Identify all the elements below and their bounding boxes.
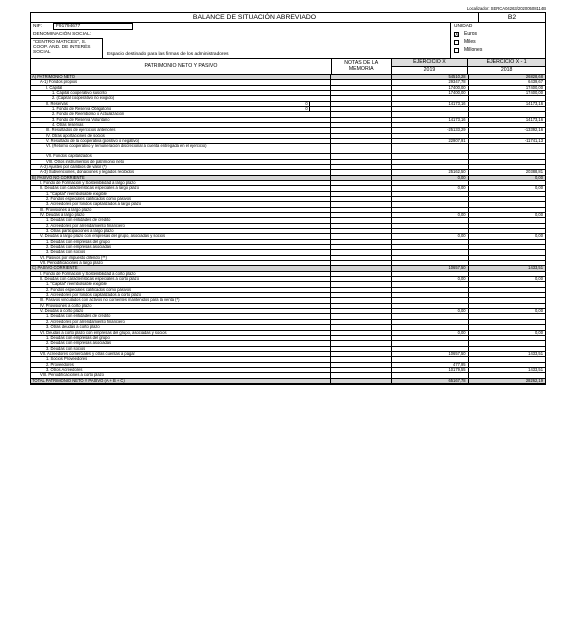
row-notes-cell — [330, 277, 393, 281]
row-label: 1. "Capital" reembolsable exigible — [46, 281, 107, 287]
row-value-year-x — [392, 256, 468, 260]
row-value-year-x1 — [469, 325, 545, 329]
row-label: VIII. Otros instrumentos de patrimonio neto — [46, 158, 125, 164]
miles-label: Miles — [464, 39, 476, 45]
row-value-year-x: 29347,78 — [392, 80, 468, 84]
row-label: III. Provisiones a largo plazo — [40, 206, 92, 212]
row-value-year-x — [392, 197, 468, 201]
row-label-cell — [31, 325, 330, 329]
row-value-year-x1 — [469, 256, 545, 260]
row-value-year-x: 65167,78 — [392, 379, 468, 383]
row-value-year-x — [392, 250, 468, 254]
row-value-year-x: 10179,55 — [392, 368, 468, 372]
unidad-label: UNIDAD — [454, 24, 473, 29]
row-label-cell — [31, 154, 330, 158]
row-notes-cell — [330, 123, 393, 127]
row-value-year-x1: -11741,13 — [524, 138, 543, 144]
row-notes-cell — [330, 118, 393, 122]
row-label: 3. Otras deudas a corto plazo — [46, 324, 100, 330]
row-label: VII. Periodificaciones a largo plazo — [40, 260, 103, 266]
row-value-year-x: 10657,50 — [392, 266, 468, 270]
row-notes-cell — [330, 213, 393, 217]
row-value-year-x1: 1433,51 — [528, 350, 543, 356]
row-value-year-x1 — [469, 293, 545, 297]
row-value-year-x — [392, 373, 468, 377]
row-value-year-x: 14173,16 — [392, 102, 468, 106]
row-label: 2. (Capital cooperativo no exigido) — [52, 95, 115, 101]
row-label: 1. Deudas con entidades de crédito — [46, 217, 111, 223]
row-value-year-x1 — [469, 373, 545, 377]
row-label: I. Fondo de Formación y Sostenibilidad a corto plazo — [40, 270, 136, 276]
row-notes-cell — [330, 234, 393, 238]
row-label: 3. Acreedores por fondos capitalizados a largo plazo — [46, 201, 142, 207]
row-value-year-x: 17400,00 — [392, 86, 468, 90]
row-value-year-x1: 14173,16 — [525, 116, 543, 122]
row-value-year-x1 — [469, 245, 545, 249]
row-notes-cell — [330, 165, 393, 169]
row-value-year-x: 0,00 — [392, 234, 468, 238]
row-value-year-x1 — [469, 160, 545, 164]
row-notes-cell — [330, 192, 393, 196]
firmas-label: Espacio destinado para las firmas de los administradores — [107, 52, 229, 57]
row-notes-cell — [330, 186, 393, 190]
row-notes-cell — [330, 75, 393, 79]
title-row — [31, 13, 545, 23]
row-label: V. Resultado de la cooperativa (positivo o negativo) — [46, 138, 140, 144]
form-code: B2 — [478, 13, 545, 22]
row-value-year-x — [392, 357, 468, 361]
row-value-year-x — [392, 314, 468, 318]
row-value-year-x: 54510,28 — [392, 75, 468, 79]
row-value-year-x — [392, 224, 468, 228]
row-value-year-x: 10657,50 — [392, 352, 468, 356]
row-label-cell — [31, 170, 330, 174]
row-value-year-x1: 17400,00 — [525, 90, 543, 96]
row-value-year-x: 25162,50 — [392, 170, 468, 174]
row-value-year-x1 — [469, 298, 545, 302]
company-info — [31, 23, 450, 58]
row-label: 2. Deudas con empresas asociadas — [46, 244, 112, 249]
row-label: 1. Deudas con empresas del grupo — [46, 334, 110, 340]
row-notes-cell — [330, 379, 393, 383]
row-label: III. Pasivos vinculados con activos no corrientes mantenidos para la venta (*) — [40, 297, 180, 303]
row-notes-cell — [330, 107, 393, 111]
row-label: 3. Deudas con socios — [46, 249, 86, 255]
row-label: 1. Capital cooperativo suscrito — [52, 90, 107, 96]
row-label: 2. Proveedores — [46, 361, 74, 367]
row-label: 4. Otras reservas — [52, 122, 84, 128]
localizer: Localizador: SERCA04263/20200508114B — [466, 6, 546, 11]
row-notes-cell — [330, 309, 393, 313]
col-header-x1-label: EJERCICIO X - 1 — [468, 59, 545, 67]
row-label: 3. Deudas con socios — [46, 345, 86, 351]
row-label: IV. Deudas a largo plazo — [40, 211, 85, 217]
row-value-year-x1 — [469, 202, 545, 206]
row-label: A-1) Fondos propios — [40, 79, 78, 85]
row-label: 3. Fondo de Reserva Voluntario — [52, 116, 110, 122]
row-label: 3. Otras participaciones a largo plazo — [46, 227, 114, 233]
row-notes-cell — [330, 293, 393, 297]
row-value-year-x — [392, 192, 468, 196]
row-notes-cell — [330, 154, 393, 158]
row-notes-cell — [330, 96, 393, 100]
row-label-cell — [31, 96, 330, 100]
row-label: VI. (Retorno cooperativo y remuneración discrecional a cuenta entregada en el ejercicio) — [46, 143, 207, 149]
row-notes-cell — [330, 240, 393, 244]
col-header-x-label: EJERCICIO X — [392, 59, 468, 67]
table-row — [31, 379, 545, 384]
row-notes-cell — [330, 176, 393, 180]
row-label: V. Deudas a largo plazo con empresas del grupo, asociadas y socios — [40, 233, 166, 239]
row-label-cell — [31, 357, 330, 361]
row-notes-cell — [330, 229, 393, 233]
row-value-year-x1: 17400,00 — [525, 84, 543, 90]
row-value-year-x: 0,00 — [392, 331, 468, 335]
row-value-year-x: 14173,16 — [392, 118, 468, 122]
row-label: 3. Acreedores por fondos capitalizados a corto plazo — [46, 292, 142, 298]
row-notes-cell — [330, 266, 393, 270]
row-label-cell — [31, 373, 330, 377]
form-title: BALANCE DE SITUACIÓN ABREVIADO — [192, 14, 317, 21]
row-notes-cell — [330, 245, 393, 249]
nif-field: F91794677 — [53, 23, 133, 30]
row-value-year-x1 — [469, 314, 545, 318]
company-header — [31, 23, 545, 59]
row-label-cell — [31, 202, 330, 206]
row-label: A-3) Subvenciones, donaciones y legados recibidos — [40, 169, 134, 175]
row-value-year-x1 — [469, 218, 545, 222]
row-notes-cell — [330, 139, 393, 143]
col-header-x1-year: 2018 — [500, 67, 513, 73]
row-value-year-x1: 28262,19 — [525, 377, 543, 383]
row-value-year-x — [392, 325, 468, 329]
row-notes-cell — [330, 341, 393, 345]
row-label-cell — [31, 218, 330, 222]
row-value-year-x1: 26828,68 — [525, 74, 543, 79]
row-label: VI. Deudas a corto plazo con empresas del grupo, asociadas y socios — [40, 329, 167, 335]
row-value-year-x: 0,00 — [392, 176, 468, 180]
unit-option-millones[interactable] — [454, 47, 482, 53]
row-label-cell — [31, 144, 330, 153]
row-mark-box — [309, 102, 330, 106]
row-notes-cell — [330, 86, 393, 90]
row-label: II. Deudas con características especiales a corto plazo — [40, 276, 139, 282]
row-value-year-x1 — [469, 341, 545, 345]
row-value-year-x: 0,00 — [392, 186, 468, 190]
row-label: 2. Deudas con empresas asociadas — [46, 340, 112, 346]
row-notes-cell — [330, 144, 393, 153]
row-notes-cell — [330, 250, 393, 254]
row-value-year-x — [392, 144, 468, 153]
col-header-year-x — [392, 59, 469, 74]
column-headers — [31, 59, 545, 75]
balance-sheet — [30, 6, 546, 385]
row-label: 2. Acreedores por arrendamiento financiero — [46, 222, 125, 228]
row-label: VII. Acreedores comerciales y otras cuentas a pagar — [40, 350, 135, 356]
row-label: I. Capital — [46, 84, 63, 90]
row-value-year-x1: 14173,16 — [525, 100, 543, 106]
row-value-year-x1 — [469, 250, 545, 254]
unit-option-miles[interactable] — [454, 39, 476, 45]
millones-checkbox[interactable] — [454, 48, 459, 53]
row-label: 2. Fondos especiales calificados como pasivos — [46, 286, 132, 292]
row-label: C) PASIVO CORRIENTE — [32, 265, 78, 271]
row-label: VIII. Periodificaciones a corto plazo — [40, 372, 104, 378]
row-value-year-x1 — [469, 282, 545, 286]
row-value-year-x1 — [469, 320, 545, 324]
row-value-year-x: 0,00 — [392, 309, 468, 313]
row-notes-cell — [330, 363, 393, 367]
row-notes-cell — [330, 298, 393, 302]
row-label: 1. Deudas con entidades de crédito — [46, 313, 111, 319]
row-notes-cell — [330, 373, 393, 377]
row-value-year-x1 — [469, 208, 545, 212]
denominacion-field: "CENTRO MATICES", S. COOP. AND. DE INTERÉS SOCIAL — [31, 38, 103, 58]
row-mark-box — [309, 107, 330, 111]
row-value-year-x1: 0,00 — [535, 185, 543, 191]
row-label: II. Deudas con características especiales a largo plazo — [40, 185, 139, 191]
euros-checkbox[interactable]: X — [455, 31, 459, 38]
row-value-year-x1: 0,00 — [535, 233, 543, 239]
row-label: V. Deudas a corto plazo — [40, 308, 84, 314]
row-value-year-x — [392, 202, 468, 206]
row-mark: 0 — [305, 100, 308, 106]
row-value-year-x1 — [469, 240, 545, 244]
row-label: TOTAL PATRIMONIO NETO Y PASIVO (A + B + C) — [32, 377, 125, 383]
row-notes-cell — [330, 314, 393, 318]
row-notes-cell — [330, 261, 393, 265]
row-value-year-x1 — [469, 357, 545, 361]
row-value-year-x — [392, 107, 468, 111]
row-notes-cell — [330, 202, 393, 206]
row-notes-cell — [330, 102, 393, 106]
balance-rows — [31, 75, 545, 384]
row-value-year-x — [392, 160, 468, 164]
row-notes-cell — [330, 325, 393, 329]
row-notes-cell — [330, 181, 393, 185]
row-value-year-x1: 0,00 — [535, 308, 543, 314]
millones-label: Millones — [464, 47, 483, 53]
row-value-year-x: 0,00 — [392, 213, 468, 217]
row-value-year-x — [392, 154, 468, 158]
miles-checkbox[interactable] — [454, 40, 459, 45]
row-value-year-x1 — [469, 336, 545, 340]
row-mark: 0 — [305, 106, 308, 112]
row-label-cell — [31, 234, 330, 238]
row-notes-cell — [330, 336, 393, 340]
row-value-year-x — [392, 320, 468, 324]
row-notes-cell — [330, 352, 393, 356]
row-label: I. Fondo de Formación y Sostenibilidad a largo plazo — [40, 179, 136, 185]
row-notes-cell — [330, 357, 393, 361]
row-value-year-x1 — [469, 229, 545, 233]
row-value-year-x — [392, 341, 468, 345]
row-label: B) PASIVO NO CORRIENTE — [32, 174, 85, 180]
row-notes-cell — [330, 282, 393, 286]
row-value-year-x — [392, 293, 468, 297]
row-value-year-x1: 1433,51 — [528, 366, 543, 372]
row-value-year-x1 — [469, 224, 545, 228]
row-value-year-x1 — [469, 154, 545, 158]
table-row — [31, 144, 545, 154]
unit-option-euros[interactable] — [454, 31, 477, 37]
row-notes-cell — [330, 160, 393, 164]
row-label: 1. Fondo de Reserva Obligatorio — [52, 106, 112, 112]
col-header-x-year: 2019 — [423, 67, 436, 73]
row-label: II. Reservas — [46, 100, 68, 106]
row-notes-cell — [330, 112, 393, 116]
row-value-year-x1: 0,00 — [535, 211, 543, 217]
row-notes-cell — [330, 170, 393, 174]
row-value-year-x1 — [469, 304, 545, 308]
row-value-year-x1: 0,00 — [535, 174, 543, 180]
row-notes-cell — [330, 218, 393, 222]
row-label: 2. Fondos especiales calificados como pasivos — [46, 195, 132, 201]
row-notes-cell — [330, 91, 393, 95]
row-value-year-x1: 0,00 — [535, 276, 543, 282]
row-notes-cell — [330, 134, 393, 138]
row-label: 2. Acreedores por arrendamiento financiero — [46, 318, 125, 324]
row-label: A) PATRIMONIO NETO — [32, 74, 75, 79]
row-value-year-x1: 20388,81 — [525, 169, 543, 175]
row-value-year-x: 17400,00 — [392, 91, 468, 95]
row-label: IV. Provisiones a corto plazo — [40, 302, 92, 308]
row-value-year-x — [392, 298, 468, 302]
row-value-year-x1: 6439,67 — [528, 79, 543, 85]
row-value-year-x1 — [469, 107, 545, 111]
col-header-notes: NOTAS DE LA MEMORIA — [331, 59, 392, 74]
row-label: III. Resultados de ejercicios anteriores — [46, 127, 116, 133]
row-label: 2. Fondo de Reembolso o Actualización — [52, 111, 125, 117]
euros-label: Euros — [464, 31, 478, 37]
nif-label: NIF: — [33, 24, 43, 29]
row-value-year-x: 0,00 — [392, 277, 468, 281]
row-value-year-x — [392, 240, 468, 244]
row-value-year-x — [392, 288, 468, 292]
row-value-year-x1 — [469, 144, 545, 153]
row-label: 1. "Capital" reembolsable exigible — [46, 190, 107, 196]
row-label-cell — [31, 80, 330, 84]
row-value-year-x — [392, 218, 468, 222]
row-value-year-x1 — [469, 181, 545, 185]
row-value-year-x1 — [469, 197, 545, 201]
row-label: 1. Socios Proveedores — [46, 356, 88, 362]
row-notes-cell — [330, 347, 393, 351]
row-notes-cell — [330, 320, 393, 324]
row-label-cell — [31, 379, 330, 383]
row-value-year-x — [392, 336, 468, 340]
row-notes-cell — [330, 304, 393, 308]
row-notes-cell — [330, 80, 393, 84]
row-notes-cell — [330, 224, 393, 228]
row-notes-cell — [330, 197, 393, 201]
row-label: 1. Deudas con empresas del grupo — [46, 238, 110, 244]
row-value-year-x: -25133,29 — [392, 128, 468, 132]
row-value-year-x1: 1433,51 — [528, 265, 543, 271]
row-label-cell — [31, 186, 330, 190]
unit-selector — [450, 23, 545, 58]
col-header-year-x1 — [468, 59, 545, 74]
row-value-year-x: 22907,91 — [392, 139, 468, 143]
row-notes-cell — [330, 128, 393, 132]
row-value-year-x1 — [469, 288, 545, 292]
row-value-year-x — [392, 282, 468, 286]
row-value-year-x1 — [469, 272, 545, 276]
row-label: A-2) Ajustes por cambios de valor (*) — [40, 163, 107, 169]
row-label: IV. Otras aportaciones de socios — [46, 132, 105, 138]
row-value-year-x: 477,95 — [392, 363, 468, 367]
row-label-cell — [31, 341, 330, 345]
row-label: 3. Otros Acreedores — [46, 366, 83, 372]
row-value-year-x1: 0,00 — [535, 329, 543, 335]
row-value-year-x1 — [469, 192, 545, 196]
row-notes-cell — [330, 272, 393, 276]
row-notes-cell — [330, 256, 393, 260]
denominacion-label: DENOMINACIÓN SOCIAL: — [33, 32, 92, 37]
row-notes-cell — [330, 368, 393, 372]
form-frame — [30, 12, 546, 385]
row-label: VI. Pasivos por impuesto diferido (**) — [40, 254, 107, 260]
row-notes-cell — [330, 331, 393, 335]
col-header-main: PATRIMONIO NETO Y PASIVO — [144, 63, 218, 69]
row-label: VII. Fondos capitalizados — [46, 153, 92, 159]
row-value-year-x1: -13392,16 — [524, 127, 543, 133]
row-value-year-x — [392, 245, 468, 249]
row-notes-cell — [330, 288, 393, 292]
row-notes-cell — [330, 208, 393, 212]
